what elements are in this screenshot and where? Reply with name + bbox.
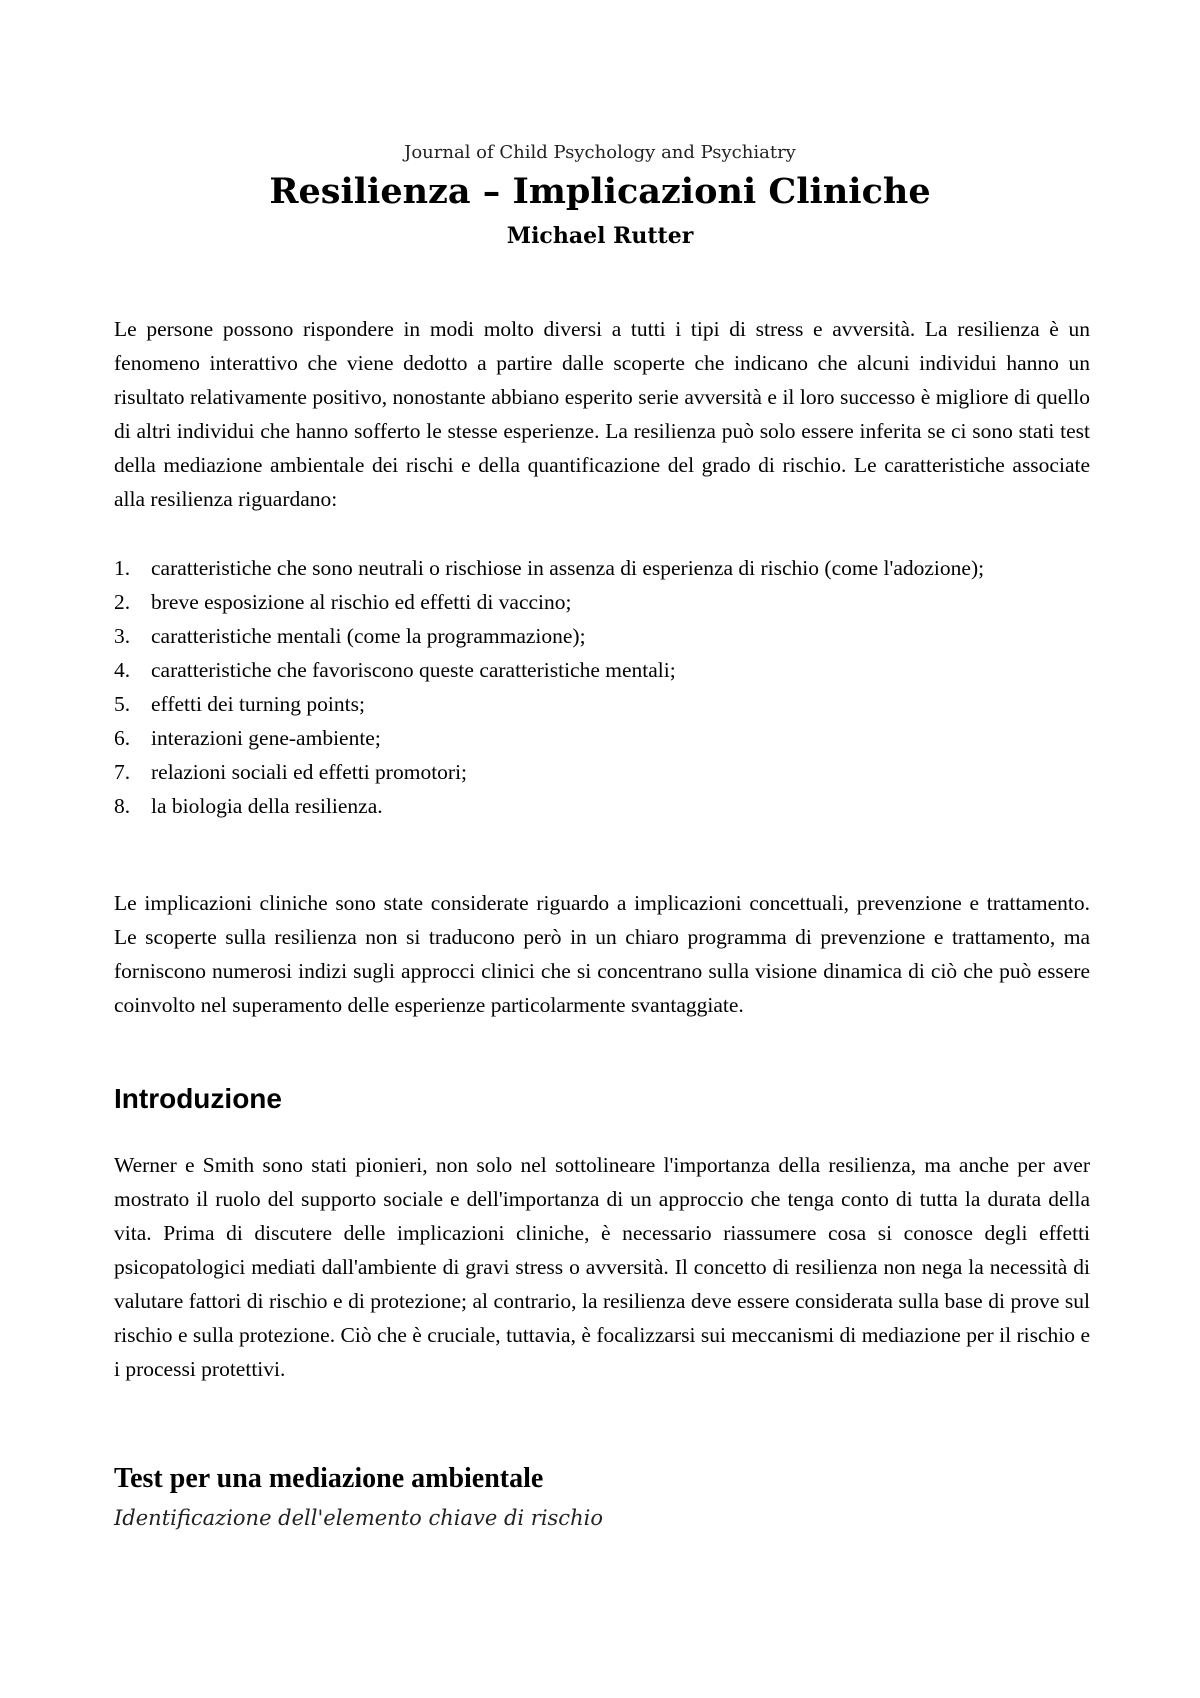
- list-item-text: caratteristiche che favoriscono queste caratteristiche mentali;: [151, 658, 676, 682]
- list-item-text: caratteristiche mentali (come la programmazione);: [151, 624, 586, 648]
- list-item-text: effetti dei turning points;: [151, 692, 365, 716]
- list-item: [114, 653, 1090, 687]
- list-item-number: 1.: [114, 556, 131, 580]
- list-item: [114, 619, 1090, 653]
- journal-name: Journal of Child Psychology and Psychiatry: [404, 142, 796, 163]
- list-item-number: 2.: [114, 590, 131, 614]
- list-item-text: la biologia della resilienza.: [151, 794, 383, 818]
- author-name: Michael Rutter: [506, 223, 694, 249]
- list-item: [114, 585, 1090, 619]
- introduction-heading: Introduzione: [114, 1083, 282, 1114]
- article-title: Resilienza – Implicazioni Cliniche: [269, 171, 931, 212]
- list-item: [114, 721, 1090, 755]
- resilience-characteristics-list: [114, 551, 1090, 823]
- introduction-paragraph: Werner e Smith sono stati pionieri, non solo nel sottolineare l'importanza della resilienza, ma anche per aver mostrato il ruolo del supporto sociale e dell'importanza di un approccio che tenga conto di tutta la durata della vita. Prima di discutere delle implicazioni cliniche, è necessario riassumere cosa si conosce degli effetti psicopatologici mediati dall'ambiente di gravi stress o avversità. Il concetto di resilienza non nega la necessità di valutare fattori di rischio e di protezione; al contrario, la resilienza deve essere considerata sulla base di prove sul rischio e sulla protezione. Ciò che è cruciale, tuttavia, è focalizzarsi sui meccanismi di mediazione per il rischio e i processi protettivi.: [114, 1153, 1090, 1381]
- list-item: [114, 687, 1090, 721]
- list-item-number: 4.: [114, 658, 131, 682]
- subsection-heading: Identificazione dell'elemento chiave di rischio: [114, 1506, 603, 1530]
- list-item-text: caratteristiche che sono neutrali o rischiose in assenza di esperienza di rischio (come l'adozione);: [151, 556, 985, 580]
- list-item-number: 7.: [114, 760, 131, 784]
- list-item-number: 8.: [114, 794, 131, 818]
- list-item-text: breve esposizione al rischio ed effetti di vaccino;: [151, 590, 572, 614]
- list-item-number: 6.: [114, 726, 131, 750]
- list-item-text: relazioni sociali ed effetti promotori;: [151, 760, 468, 784]
- list-item: [114, 755, 1090, 789]
- section-heading-test: Test per una mediazione ambientale: [114, 1463, 544, 1494]
- abstract-closing-paragraph: Le implicazioni cliniche sono state considerate riguardo a implicazioni concettuali, prevenzione e trattamento. Le scoperte sulla resilienza non si traducono però in un chiaro programma di prevenzione e trattamento, ma forniscono numerosi indizi sugli approcci clinici che si concentrano sulla visione dinamica di ciò che può essere coinvolto nel superamento delle esperienze particolarmente svantaggiate.: [114, 891, 1090, 1017]
- list-item: [114, 789, 1090, 823]
- list-item-text: interazioni gene-ambiente;: [151, 726, 381, 750]
- list-item-number: 3.: [114, 624, 131, 648]
- list-item: [114, 551, 1090, 585]
- list-item-number: 5.: [114, 692, 131, 716]
- abstract-paragraph: Le persone possono rispondere in modi molto diversi a tutti i tipi di stress e avversità. La resilienza è un fenomeno interattivo che viene dedotto a partire dalle scoperte che indicano che alcuni individui hanno un risultato relativamente positivo, nonostante abbiano esperito serie avversità e il loro successo è migliore di quello di altri individui che hanno sofferto le stesse esperienze. La resilienza può solo essere inferita se ci sono stati test della mediazione ambientale dei rischi e della quantificazione del grado di rischio. Le caratteristiche associate alla resilienza riguardano:: [114, 317, 1090, 511]
